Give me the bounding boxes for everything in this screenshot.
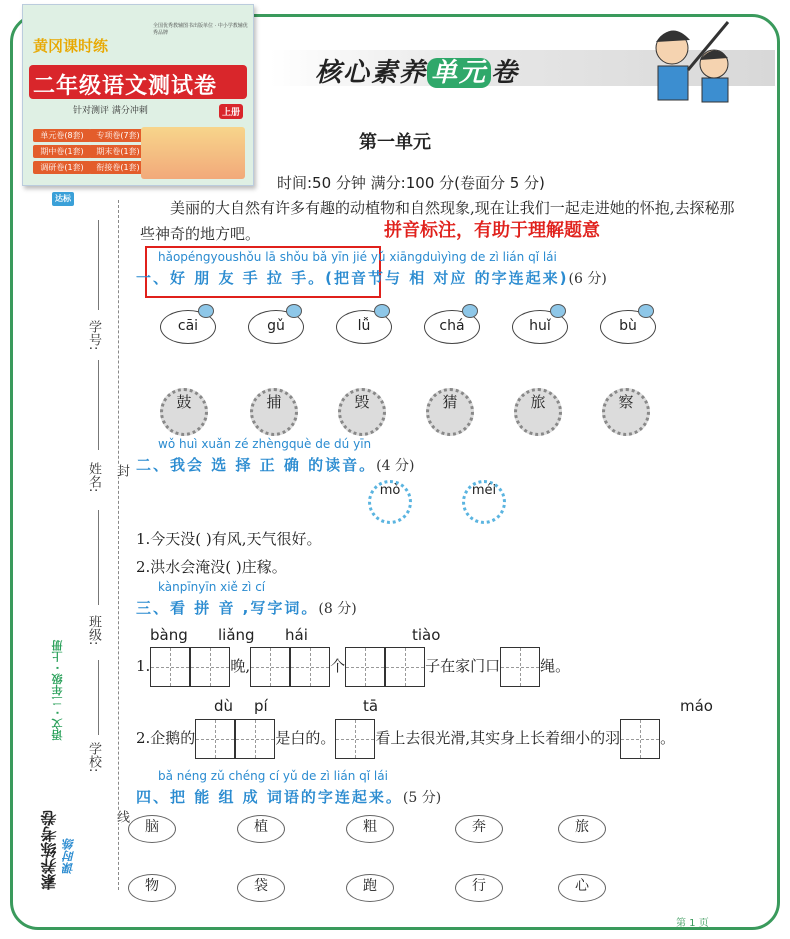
side-brand: 素养练考卷	[40, 810, 59, 890]
q2-score: (4 分)	[376, 458, 415, 474]
char-seal[interactable]: 鼓	[160, 388, 208, 436]
book-cover	[22, 4, 254, 186]
q3-row2: 2.企鹅的 是白的。 看上去很光滑,其实身上长着细小的羽 。	[136, 716, 675, 760]
cover-tag: 单元卷(8套)	[33, 129, 91, 142]
q3-row2-pinyin: pí	[254, 697, 268, 715]
writing-box[interactable]	[620, 719, 660, 759]
word-char-top[interactable]: 植	[237, 815, 285, 843]
q3-row2-pinyin: dù	[214, 697, 234, 715]
cover-brand: 黄冈课时练	[33, 37, 109, 55]
cover-tag: 期中卷(1套)	[33, 145, 91, 158]
kids-illustration	[632, 14, 752, 104]
q2-heading	[136, 454, 414, 475]
q3-row1-pinyin: tiào	[412, 626, 441, 644]
char-seal[interactable]: 毁	[338, 388, 386, 436]
q2-sentence-1: 1.今天没( )有风,天气很好。	[136, 530, 322, 548]
writing-box[interactable]	[235, 719, 275, 759]
cover-tag: 调研卷(1套)	[33, 161, 91, 174]
q1-score: (6 分)	[568, 271, 607, 287]
syllable-card[interactable]: cāi	[160, 304, 216, 344]
cover-tag: 衔接卷(1套)	[89, 161, 147, 174]
writing-box[interactable]	[195, 719, 235, 759]
cover-publisher-note: 全国优秀教辅图书出版单位 · 中小学教辅优秀品牌	[153, 23, 248, 36]
q1-pinyin: hǎopéngyoushǒu lā shǒu bǎ yīn jié yǔ xiāngduìyìng de zì lián qǐ lái	[158, 250, 557, 264]
cover-slogan: 针对测评 满分冲刺	[73, 106, 148, 116]
word-char-top[interactable]: 奔	[455, 815, 503, 843]
q3-heading-text: 三、看 拼 音 ,写字词。	[136, 599, 319, 617]
q1-heading-text: 一、好 朋 友 手 拉 手。(把音节与 相 对应 的字连起来)	[136, 269, 569, 287]
line-mark: 线	[114, 810, 129, 823]
intro-paragraph: 美丽的大自然有许多有趣的动植物和自然现象,现在让我们一起走进她的怀抱,去探秘那些神奇的地方吧。	[140, 199, 735, 243]
name-line	[98, 360, 99, 450]
q2-heading-text: 二、我会 选 择 正 确 的读音。	[136, 456, 377, 474]
q3-score: (8 分)	[318, 601, 357, 617]
school-line	[98, 660, 99, 735]
q4-heading-text: 四、把 能 组 成 词语的字连起来。	[136, 788, 403, 806]
q4-score: (5 分)	[402, 790, 442, 806]
q2-pinyin: wǒ huì xuǎn zé zhèngquè de dú yīn	[158, 437, 372, 451]
header-title-b: 卷	[491, 58, 520, 88]
cover-title: 二年级语文测试卷	[33, 74, 218, 99]
cover-tag: 期末卷(1套)	[89, 145, 147, 158]
word-char-top[interactable]: 脑	[128, 815, 176, 843]
side-tag: 达标评价	[52, 192, 74, 206]
writing-box[interactable]	[150, 647, 190, 687]
header-title-a: 核心素养	[315, 58, 428, 88]
q4-pinyin: bǎ néng zǔ chéng cí yǔ de zì lián qǐ lái	[158, 769, 388, 783]
q3-row1-pinyin: liǎng	[218, 626, 255, 644]
writing-box[interactable]	[250, 647, 290, 687]
q4-heading	[136, 786, 441, 807]
writing-box[interactable]	[500, 647, 540, 687]
page-number: 第 1 页	[676, 918, 709, 929]
syllable-card[interactable]: lǚ	[336, 304, 392, 344]
q3-heading	[136, 597, 357, 618]
header-title	[315, 52, 519, 89]
seal-mark: 封	[114, 464, 129, 477]
exam-info: 时间:50 分钟 满分:100 分(卷面分 5 分)	[277, 174, 545, 192]
word-char-top[interactable]: 旅	[558, 815, 606, 843]
class-label: 班级:	[86, 615, 101, 646]
q3-row2-pinyin: tā	[363, 697, 379, 715]
writing-box[interactable]	[335, 719, 375, 759]
writing-box[interactable]	[290, 647, 330, 687]
q3-row1-pinyin: bàng	[150, 626, 188, 644]
syllable-card[interactable]: huǐ	[512, 304, 568, 344]
side-brand-logo: 课时练	[62, 838, 76, 874]
writing-box[interactable]	[345, 647, 385, 687]
q2-sentence-2: 2.洪水会淹没( )庄稼。	[136, 558, 287, 576]
school-label: 学校:	[86, 742, 101, 773]
cover-volume-badge: 上册	[219, 104, 243, 119]
unit-title: 第一单元	[359, 132, 431, 153]
q3-row2-pinyin: máo	[680, 697, 713, 715]
word-char-bottom[interactable]: 行	[455, 874, 503, 902]
writing-box[interactable]	[385, 647, 425, 687]
name-label: 姓名:	[86, 462, 101, 493]
q3-row1: 1. 晚, 个 子在家门口 绳。	[136, 644, 570, 688]
q3-pinyin: kànpīnyīn xiě zì cí	[158, 580, 266, 594]
student-id-line	[98, 220, 99, 310]
syllable-card[interactable]: chá	[424, 304, 480, 344]
word-char-bottom[interactable]: 心	[558, 874, 606, 902]
char-seal[interactable]: 捕	[250, 388, 298, 436]
writing-box[interactable]	[190, 647, 230, 687]
annotation-note: 拼音标注，有助于理解题意	[384, 220, 600, 241]
q1-heading	[136, 267, 607, 288]
cover-tag: 专项卷(7套)	[89, 129, 147, 142]
q3-row1-pinyin: hái	[285, 626, 308, 644]
word-char-top[interactable]: 粗	[346, 815, 394, 843]
char-seal[interactable]: 旅	[514, 388, 562, 436]
student-id-label: 学号:	[86, 320, 101, 351]
reading-option[interactable]: méi	[462, 480, 506, 524]
syllable-card[interactable]: gǔ	[248, 304, 304, 344]
grade-label: 语文 · 二年级 · 上册	[51, 640, 64, 741]
binding-line	[118, 200, 119, 890]
char-seal[interactable]: 猜	[426, 388, 474, 436]
header-title-em: 单元	[427, 58, 491, 88]
char-seal[interactable]: 察	[602, 388, 650, 436]
syllable-card[interactable]: bù	[600, 304, 656, 344]
word-char-bottom[interactable]: 跑	[346, 874, 394, 902]
word-char-bottom[interactable]: 物	[128, 874, 176, 902]
class-line	[98, 510, 99, 605]
word-char-bottom[interactable]: 袋	[237, 874, 285, 902]
reading-option[interactable]: mò	[368, 480, 412, 524]
